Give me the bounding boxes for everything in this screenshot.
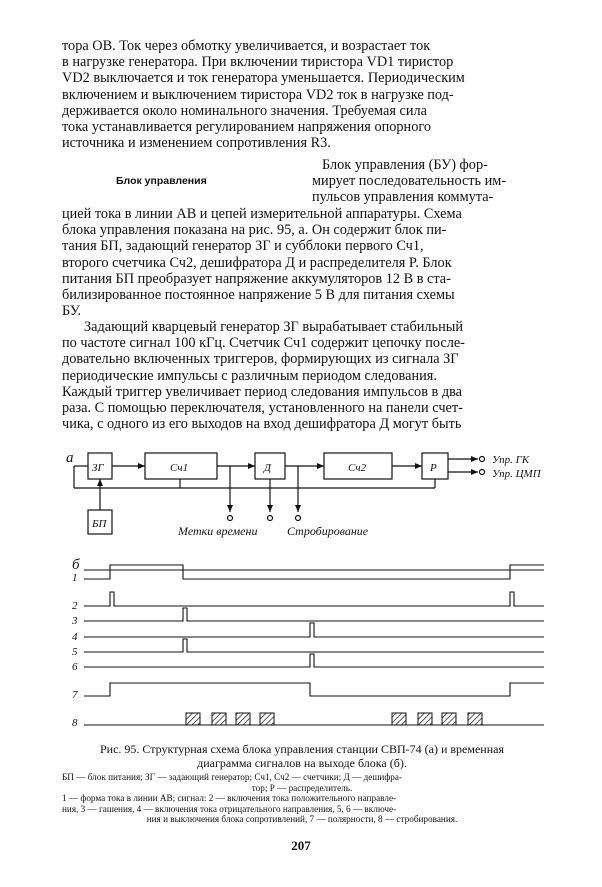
waveform-7 xyxy=(84,683,544,696)
text-line: VD2 выключается и ток генератора уменьшается. Периодическим xyxy=(62,70,465,87)
waveform-4 xyxy=(84,623,544,637)
text-line: питания БП преобразует напряжение аккумуляторов 12 В в ста- xyxy=(62,270,451,287)
waveform-5 xyxy=(84,639,544,652)
waveform-1 xyxy=(84,565,544,579)
legend-line: ния, 3 — гашения, 4 — включения тока отрицательного направления, 5, 6 — включе- xyxy=(62,803,397,814)
text-line: блока управления показана на рис. 95, a. Он содержит блок пи- xyxy=(62,222,447,239)
text-line: пульсов управления коммута- xyxy=(312,189,494,206)
strobe-pulse xyxy=(468,713,482,725)
text-line: БУ. xyxy=(62,303,82,320)
text-line: мирует последовательность им- xyxy=(312,173,507,190)
caption-line: диаграмма сигналов на выходе блока (б). xyxy=(197,756,407,770)
panel-a-label: а xyxy=(66,450,74,466)
strobe-pulse xyxy=(186,713,200,725)
output-gk-label: Упр. ГК xyxy=(492,454,530,466)
text-line: тока устанавливается регулированием напряжения опорного xyxy=(62,119,431,136)
text-line: Блок управления (БУ) фор- xyxy=(322,157,488,173)
text-line: чика, с одного из его выходов на вход дешифратора Д могут быть xyxy=(62,416,462,433)
page-number: 207 xyxy=(291,838,311,853)
text-line: тания БП, задающий генератор ЗГ и субблоки первого Сч1, xyxy=(62,238,424,255)
waveform-2 xyxy=(84,592,544,606)
text-line: Каждый триггер увеличивает период следования импульсов в два xyxy=(62,383,463,400)
label-zg: ЗГ xyxy=(92,462,104,474)
text-line: источника и изменением сопротивления R3. xyxy=(62,135,331,152)
text-line: включением и выключением тиристора VD2 ток в нагрузке под- xyxy=(62,86,454,103)
waveform-3 xyxy=(84,608,544,621)
label-sch2: Сч2 xyxy=(348,462,367,474)
waveform-6 xyxy=(84,654,544,667)
text-line: Задающий кварцевый генератор ЗГ вырабатывает стабильный xyxy=(84,319,463,335)
legend-line: тор; Р — распределитель. xyxy=(251,782,353,793)
signal-number: 6 xyxy=(72,661,78,673)
strobe-pulse xyxy=(260,713,274,725)
signal-number: 1 xyxy=(72,572,78,584)
signal-number: 5 xyxy=(72,646,78,658)
strobe-pulse xyxy=(442,713,456,725)
strobe-pulse xyxy=(392,713,406,725)
text-line: цией тока в линии AB и цепей измерительной аппаратуры. Схема xyxy=(62,206,462,222)
text-line: довательно включенных триггеров, формирующих из сигнала ЗГ xyxy=(62,351,459,368)
legend-line: ния и выключения блока сопротивлений, 7 — полярности, 8 — стробирования. xyxy=(146,814,458,825)
caption-line: Рис. 95. Структурная схема блока управления станции СВП-74 (а) и временная xyxy=(99,742,504,756)
timing-diagram xyxy=(71,557,80,729)
signal-number: 2 xyxy=(72,600,78,612)
panel-b-label: б xyxy=(72,557,80,573)
label-bp: БП xyxy=(92,518,107,530)
strobe-label: Стробирование xyxy=(287,524,369,538)
section-heading: Блок управления xyxy=(116,175,207,187)
text-line: билизированное постоянное напряжение 5 В для питания схемы xyxy=(62,287,455,304)
output-tsmp-label: Упр. ЦМП xyxy=(492,468,541,480)
text-line: второго счетчика Сч2, дешифратора Д и распределителя P. Блок xyxy=(62,254,452,271)
strobe-pulse xyxy=(212,713,226,725)
text-line: держивается около номинального значения. Требуемая сила xyxy=(62,102,427,119)
text-line: раза. С помощью переключателя, установленного на панели счет- xyxy=(62,400,463,417)
label-d: Д xyxy=(264,462,271,474)
signal-number: 4 xyxy=(72,631,78,643)
text-line: периодические импульсы с различным периодом следования. xyxy=(62,367,437,384)
figure-legend xyxy=(62,772,542,825)
signal-number: 8 xyxy=(72,717,78,729)
label-p: Р xyxy=(430,462,437,474)
text-line: тора OB. Ток через обмотку увеличивается, и возрастает ток xyxy=(62,38,431,54)
label-sch1: Сч1 xyxy=(170,462,189,474)
strobe-pulses xyxy=(186,713,482,725)
text-line: в нагрузке генератора. При включении тиристора VD1 тиристор xyxy=(62,54,454,71)
figure-caption xyxy=(62,742,542,770)
block-diagram xyxy=(66,450,485,534)
legend-line: 1 — форма тока в линии AB; сигнал: 2 — включения тока положительного направле- xyxy=(62,793,397,804)
waveforms xyxy=(84,565,544,725)
strobe-pulse xyxy=(418,713,432,725)
time-marks-label: Метки времени xyxy=(178,524,258,538)
signal-number: 7 xyxy=(72,689,78,701)
strobe-pulse xyxy=(236,713,250,725)
legend-line: БП — блок питания; ЗГ — задающий генератор; Сч1, Сч2 — счетчики; Д — дешифра- xyxy=(62,772,402,782)
signal-number: 3 xyxy=(72,615,78,627)
text-line: по частоте сигнал 100 кГц. Счетчик Сч1 содержит цепочку после- xyxy=(62,335,465,352)
